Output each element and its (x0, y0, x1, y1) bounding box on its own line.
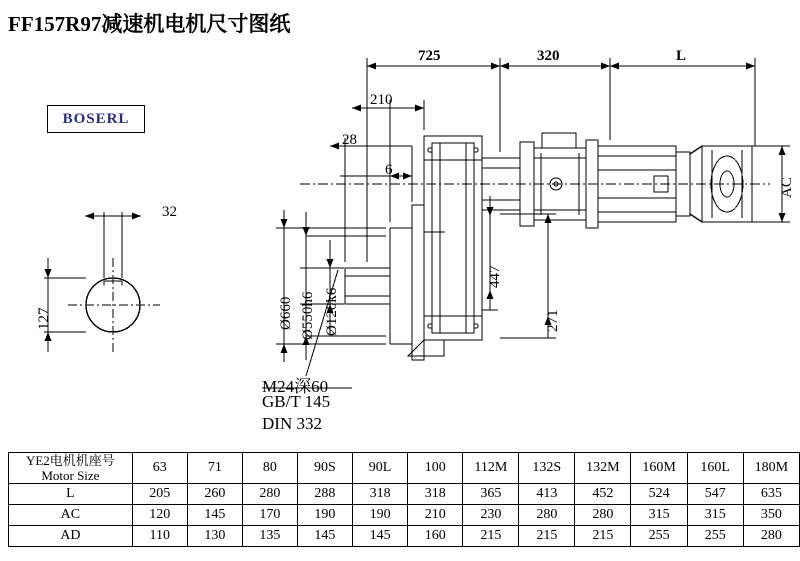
dim-210: 210 (370, 92, 393, 108)
table-row-label: AC (9, 505, 133, 526)
table-row (9, 505, 800, 526)
dim-32: 32 (162, 204, 177, 220)
table-cell: 190 (297, 505, 352, 526)
table-cell: 413 (519, 484, 575, 505)
table-cell: 524 (631, 484, 687, 505)
table-cell: 255 (687, 526, 743, 547)
note-line-1: M24深60 (262, 377, 329, 396)
dim-660: Ø660 (278, 296, 294, 330)
table-cell: 130 (187, 526, 242, 547)
table-cell: 288 (297, 484, 352, 505)
dim-28: 28 (342, 132, 357, 148)
table-col-header: 132M (575, 453, 631, 484)
note-line-2: GB/T 145 (262, 392, 331, 411)
table-row (9, 453, 800, 484)
table-cell: 190 (352, 505, 407, 526)
table-cell: 280 (575, 505, 631, 526)
note-line-3: DIN 332 (262, 414, 322, 433)
table-col-header: 80 (242, 453, 297, 484)
table-cell: 120 (132, 505, 187, 526)
table-cell: 280 (242, 484, 297, 505)
table-cell: 635 (743, 484, 799, 505)
table-col-header: 90L (352, 453, 407, 484)
table-row (9, 526, 800, 547)
dim-L: L (676, 48, 687, 64)
table-cell: 205 (132, 484, 187, 505)
table-cell: 260 (187, 484, 242, 505)
dim-127: 127 (36, 307, 52, 330)
table-cell: 280 (519, 505, 575, 526)
table-cell: 350 (743, 505, 799, 526)
dim-550: Ø550h6 (300, 291, 316, 340)
table-cell: 452 (575, 484, 631, 505)
table-row-label: L (9, 484, 133, 505)
page-title: FF157R97减速机电机尺寸图纸 (8, 12, 291, 36)
table-cell: 160 (408, 526, 463, 547)
dim-120: Ø120k6 (324, 287, 340, 336)
table-cell: 145 (352, 526, 407, 547)
table-cell: 210 (408, 505, 463, 526)
table-cell: 170 (242, 505, 297, 526)
dim-AC: AC (779, 177, 795, 198)
table-cell: 318 (352, 484, 407, 505)
table-cell: 215 (575, 526, 631, 547)
table-row-label: AD (9, 526, 133, 547)
table-cell: 280 (743, 526, 799, 547)
table-col-header: 180M (743, 453, 799, 484)
table-col-header: 63 (132, 453, 187, 484)
table-cell: 230 (463, 505, 519, 526)
table-cell: 145 (187, 505, 242, 526)
dim-725: 725 (418, 48, 441, 64)
table-cell: 365 (463, 484, 519, 505)
table-cell: 135 (242, 526, 297, 547)
table-cell: 315 (631, 505, 687, 526)
table-col-header: 90S (297, 453, 352, 484)
table-col-header: 132S (519, 453, 575, 484)
dim-271: 271 (545, 309, 561, 332)
table-cell: 215 (519, 526, 575, 547)
table-cell: 318 (408, 484, 463, 505)
logo-text: BOSERL (62, 110, 130, 127)
motor-size-table (8, 452, 800, 547)
table-header-label-cn: YE2电机机座号 (25, 453, 115, 468)
table-header-label-en: Motor Size (41, 468, 100, 483)
table-col-header: 160L (687, 453, 743, 484)
dim-6: 6 (385, 162, 393, 178)
table-col-header: 71 (187, 453, 242, 484)
table-cell: 315 (687, 505, 743, 526)
dim-447: 447 (487, 265, 503, 288)
table-row (9, 484, 800, 505)
dim-320: 320 (537, 48, 560, 64)
table-cell: 547 (687, 484, 743, 505)
table-header-label (9, 453, 133, 484)
table-cell: 145 (297, 526, 352, 547)
table-cell: 110 (132, 526, 187, 547)
table-cell: 255 (631, 526, 687, 547)
table-col-header: 112M (463, 453, 519, 484)
table-col-header: 100 (408, 453, 463, 484)
table-cell: 215 (463, 526, 519, 547)
table-col-header: 160M (631, 453, 687, 484)
